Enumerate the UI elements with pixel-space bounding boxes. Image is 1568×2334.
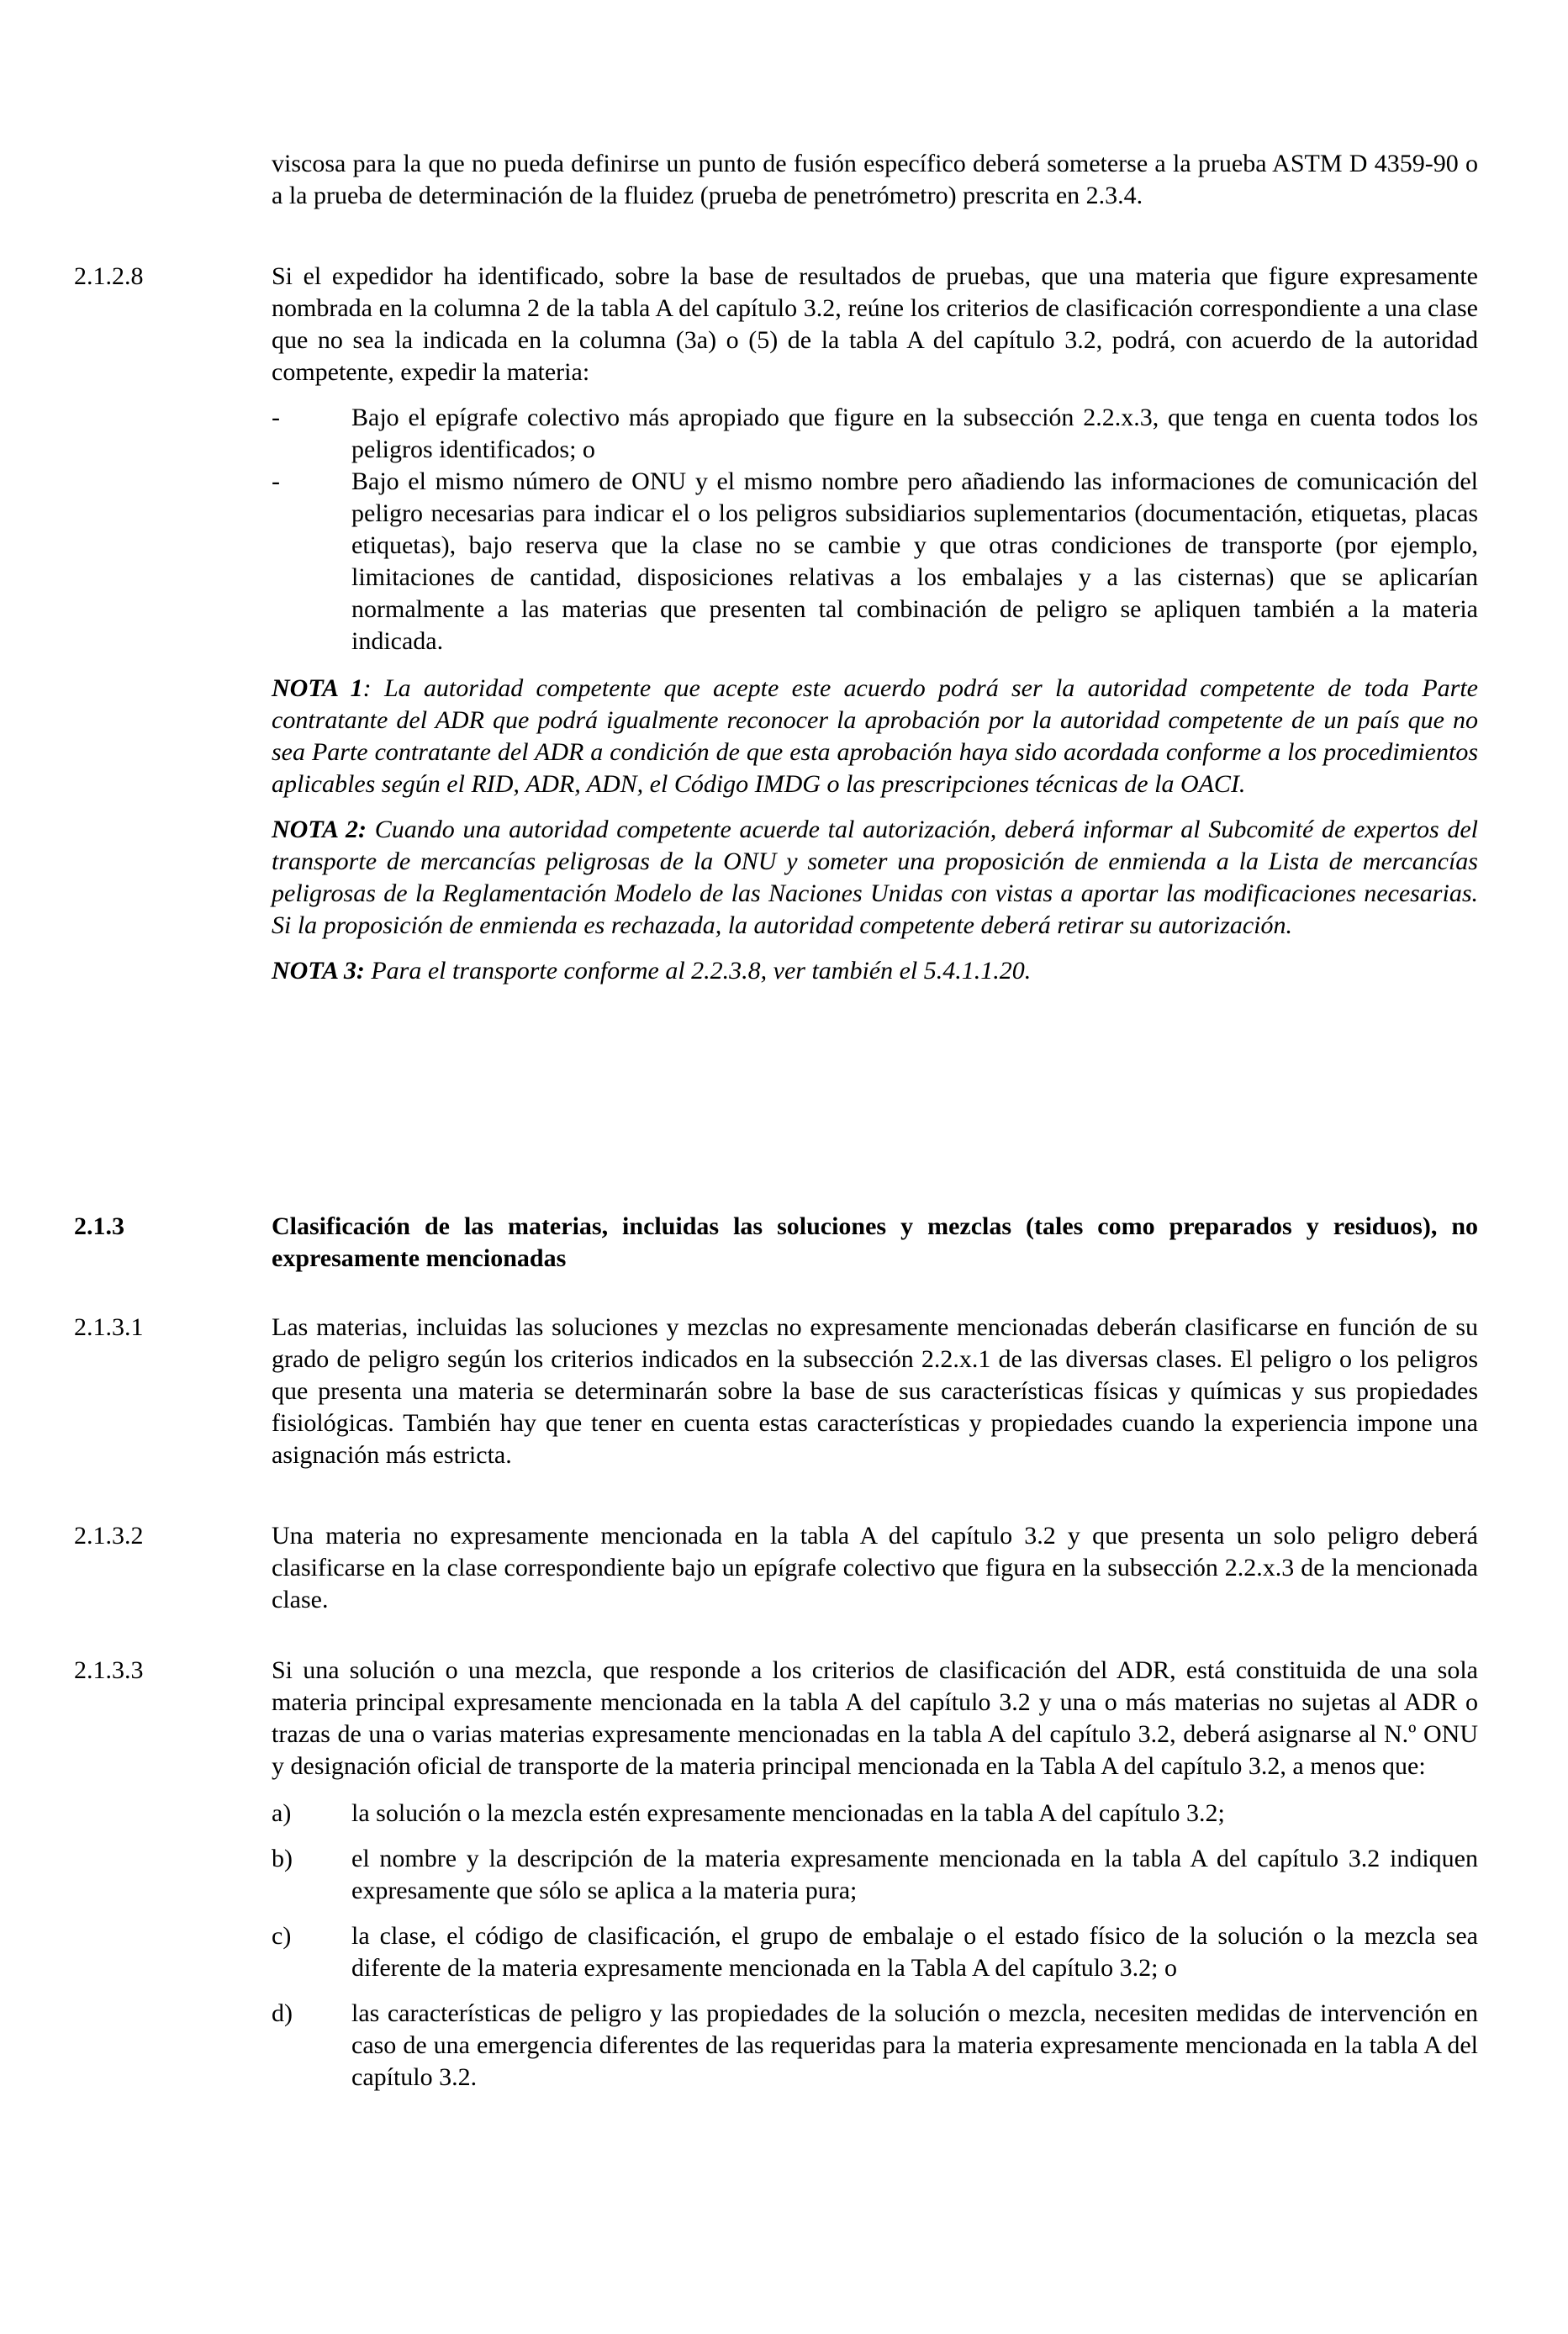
list-text: la clase, el código de clasificación, el grupo de embalaje o el estado físico de la solución o la mezcla sea diferente de la materia expresamente mencionada en la Tabla A del capítulo 3.2; o [351, 1922, 1478, 1982]
section-number: 2.1.3.1 [74, 1313, 144, 1341]
section-number: 2.1.3.2 [74, 1522, 144, 1550]
list-item [272, 402, 1478, 466]
intro-paragraph [74, 148, 1478, 212]
list-marker: - [272, 467, 280, 495]
list-item [272, 1920, 1478, 1984]
note-2 [272, 814, 1478, 942]
list-marker: - [272, 404, 280, 431]
list-text: las características de peligro y las propiedades de la solución o mezcla, necesiten medidas de intervención en caso de una emergencia diferentes de las requeridas para la materia expresamente mencionada en la tabla A del capítulo 3.2. [351, 1999, 1478, 2091]
list-item [272, 1843, 1478, 1907]
note-text: Para el transporte conforme al 2.2.3.8, ver también el 5.4.1.1.20. [364, 957, 1032, 985]
section-number: 2.1.3.3 [74, 1656, 144, 1684]
list-text: el nombre y la descripción de la materia expresamente mencionada en la tabla A del capítulo 3.2 indiquen expresamente que sólo se aplica a la materia pura; [351, 1845, 1478, 1904]
list-text: la solución o la mezcla estén expresamente mencionadas en la tabla A del capítulo 3.2; [351, 1799, 1225, 1827]
note-text: Cuando una autoridad competente acuerde tal autorización, deberá informar al Subcomité de expertos del transporte de mercancías peligrosas de la ONU y someter una proposición de enmienda a la Lista de mercancías peligrosas de la Reglamentación Modelo de las Naciones Unidas con vistas a aportar las modificaciones necesarias. Si la proposición de enmienda es rechazada, la autoridad competente deberá retirar su autorización. [272, 816, 1478, 939]
list-marker: b) [272, 1845, 293, 1872]
note-3 [272, 955, 1478, 987]
note-label: NOTA 3: [272, 957, 365, 985]
section-heading: Clasificación de las materias, incluidas las soluciones y mezclas (tales como preparados y residuos), no expresamente mencionadas [272, 1212, 1478, 1272]
list-marker: a) [272, 1799, 292, 1827]
section-text: Las materias, incluidas las soluciones y mezclas no expresamente mencionadas deberán clasificarse en función de su grado de peligro según los criterios indicados en la subsección 2.2.x.1 de las diversas clases. El peligro o los peligros que presenta una materia se determinarán sobre la base de sus características físicas y químicas y sus propiedades fisiológicas. También hay que tener en cuenta estas características y propiedades cuando la experiencia impone una asignación más estricta. [272, 1313, 1478, 1469]
section-number: 2.1.2.8 [74, 262, 144, 290]
list-item [272, 466, 1478, 657]
section-text: Si una solución o una mezcla, que responde a los criterios de clasificación del ADR, está constituida de una sola materia principal expresamente mencionada en la tabla A del capítulo 3.2 y una o más materias no sujetas al ADR o trazas de una o varias materias expresamente mencionadas en la tabla A del capítulo 3.2, deberá asignarse al N.º ONU y designación oficial de transporte de la materia principal mencionada en la Tabla A del capítulo 3.2, a menos que: [272, 1656, 1478, 1780]
section-2-1-3-1 [74, 1312, 1478, 1471]
note-label: NOTA 1 [272, 674, 363, 702]
section-2-1-3 [74, 1211, 1478, 1275]
list-marker: c) [272, 1922, 292, 1950]
section-text: Una materia no expresamente mencionada en la tabla A del capítulo 3.2 y que presenta un solo peligro deberá clasificarse en la clase correspondiente bajo un epígrafe colectivo que figura en la subsección 2.2.x.3 de la mencionada clase. [272, 1522, 1478, 1613]
section-number: 2.1.3 [74, 1212, 124, 1240]
note-label: NOTA 2: [272, 816, 367, 843]
intro-text: viscosa para la que no pueda definirse un punto de fusión específico deberá someterse a la prueba ASTM D 4359-90 o a la prueba de determinación de la fluidez (prueba de penetrómetro) prescrita en 2.3.4. [272, 150, 1478, 209]
note-text: : La autoridad competente que acepte este acuerdo podrá ser la autoridad competente de toda Parte contratante del ADR que podrá igualmente reconocer la aprobación por la autoridad competente de un país que no sea Parte contratante del ADR a condición de que esta aprobación haya sido acordada conforme a los procedimientos aplicables según el RID, ADR, ADN, el Código IMDG o las prescripciones técnicas de la OACI. [272, 674, 1478, 798]
list-item [272, 1798, 1478, 1830]
section-2-1-3-3 [74, 1655, 1478, 2094]
list-item [272, 1998, 1478, 2094]
section-2-1-3-2 [74, 1520, 1478, 1616]
list-text: Bajo el mismo número de ONU y el mismo nombre pero añadiendo las informaciones de comunicación del peligro necesarias para indicar el o los peligros subsidiarios suplementarios (documentación, etiquetas, placas etiquetas), bajo reserva que la clase no se cambie y que otras condiciones de transporte (por ejemplo, limitaciones de cantidad, disposiciones relativas a los embalajes y a las cisternas) que se aplicarían normalmente a las materias que presenten tal combinación de peligro se apliquen también a la materia indicada. [351, 467, 1478, 655]
list-text: Bajo el epígrafe colectivo más apropiado que figure en la subsección 2.2.x.3, que tenga en cuenta todos los peligros identificados; o [351, 404, 1478, 463]
note-1 [272, 673, 1478, 800]
list-marker: d) [272, 1999, 293, 2027]
section-text: Si el expedidor ha identificado, sobre la base de resultados de pruebas, que una materia que figure expresamente nombrada en la columna 2 de la tabla A del capítulo 3.2, reúne los criterios de clasificación correspondiente a una clase que no sea la indicada en la columna (3a) o (5) de la tabla A del capítulo 3.2, podrá, con acuerdo de la autoridad competente, expedir la materia: [272, 262, 1478, 386]
section-2-1-2-8 [74, 261, 1478, 987]
